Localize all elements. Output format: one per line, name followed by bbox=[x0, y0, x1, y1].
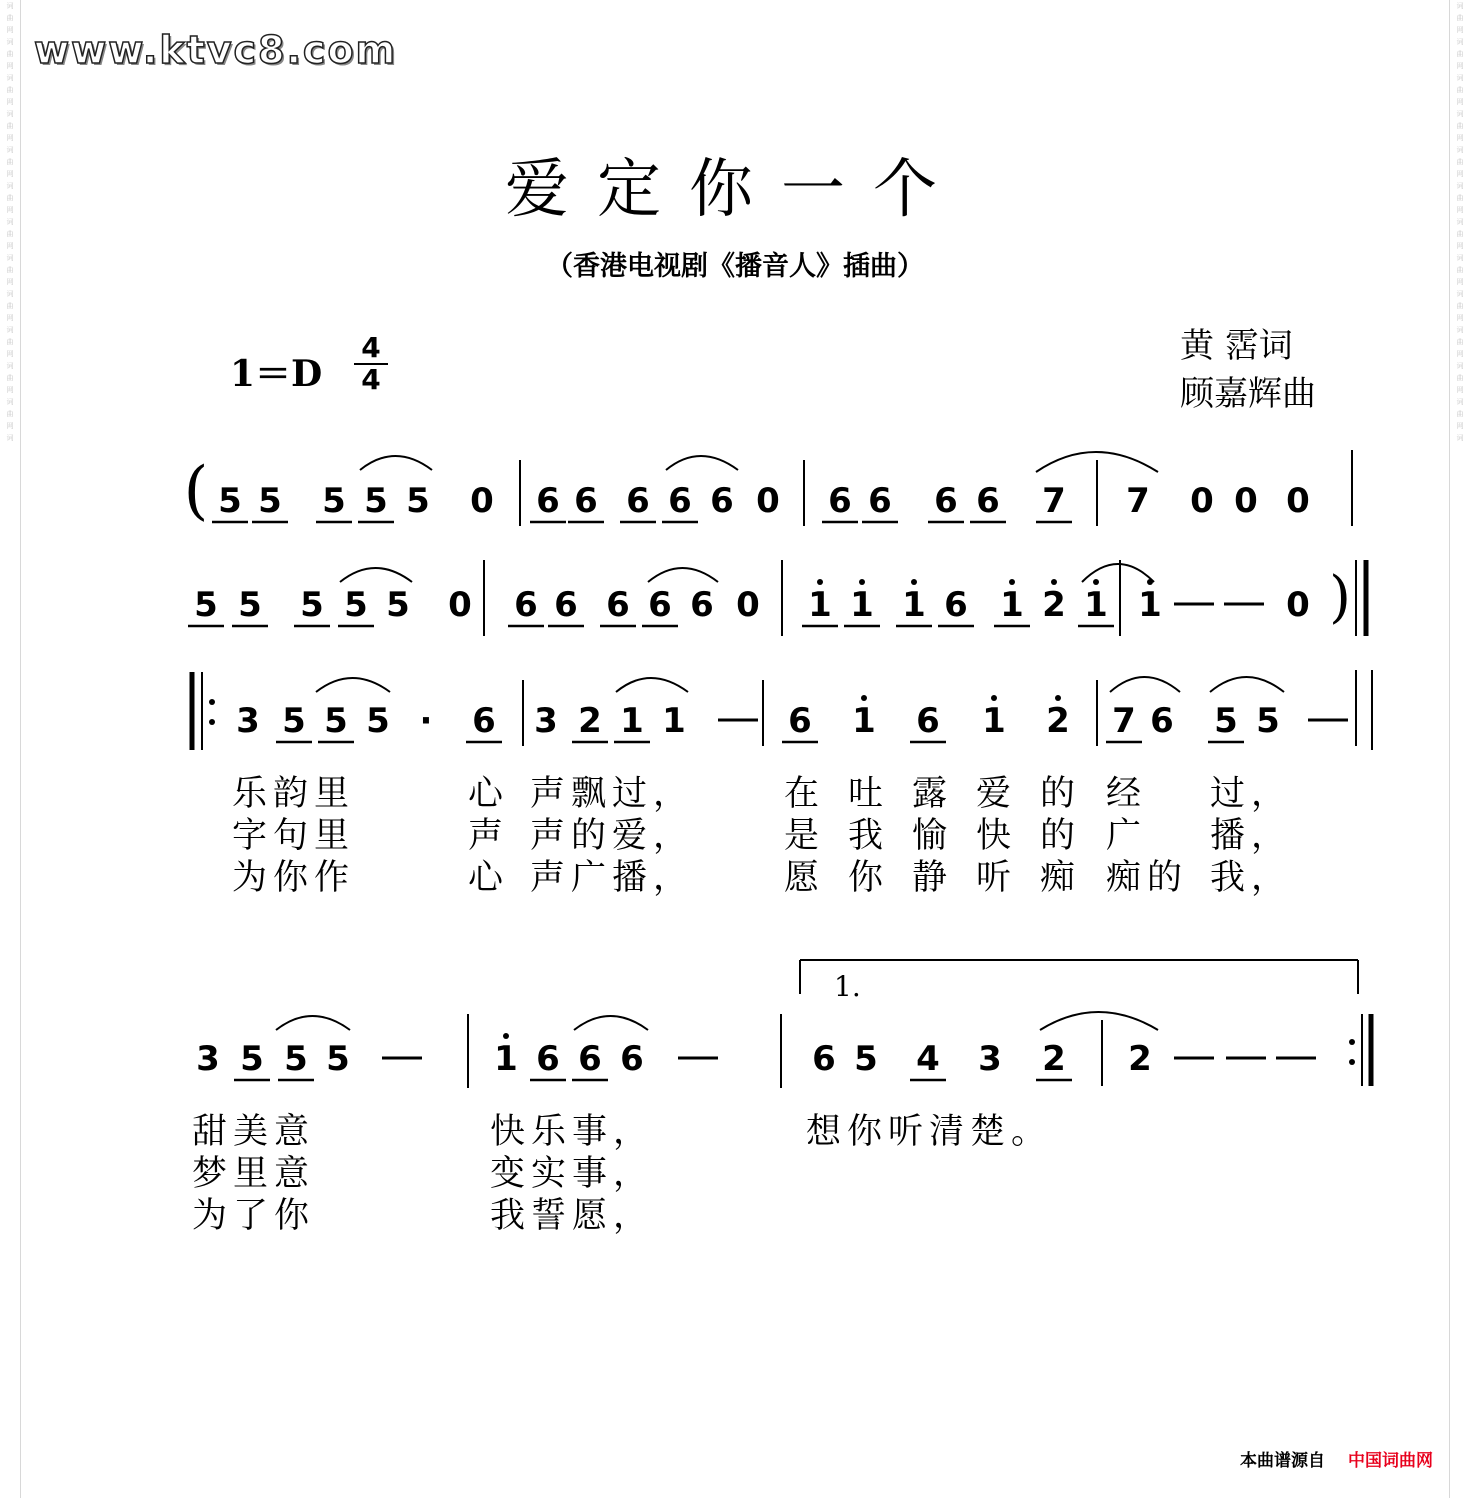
side-mark-char: 曲 bbox=[1456, 374, 1464, 382]
side-mark-char: 曲 bbox=[1456, 302, 1464, 310]
side-mark-char: 词 bbox=[6, 290, 14, 298]
time-signature-bottom: 4 bbox=[361, 363, 381, 396]
lyric-syllable: 梦里意 bbox=[192, 1154, 316, 1194]
volta-label: 1. bbox=[834, 970, 861, 1003]
side-mark-char: 网 bbox=[6, 170, 14, 178]
note: 1 bbox=[494, 1039, 518, 1079]
note: 5 bbox=[258, 481, 282, 521]
side-mark-char: 曲 bbox=[1456, 50, 1464, 58]
note: 6 bbox=[690, 585, 714, 625]
note: 5 bbox=[322, 481, 346, 521]
tie bbox=[1040, 1012, 1158, 1030]
slur bbox=[616, 678, 688, 692]
side-mark-char: 词 bbox=[1456, 182, 1464, 190]
octave-high-dot bbox=[991, 695, 997, 701]
side-mark-char: 网 bbox=[6, 62, 14, 70]
side-mark-char: 曲 bbox=[6, 410, 14, 418]
side-mark-char: 曲 bbox=[6, 194, 14, 202]
lyric-syllable: 痴 bbox=[1040, 858, 1076, 898]
note: 2 bbox=[1042, 585, 1066, 625]
note: 5 bbox=[238, 585, 262, 625]
side-mark-char: 网 bbox=[1456, 98, 1464, 106]
lyric-syllable: 想你听清楚。 bbox=[806, 1112, 1053, 1152]
side-mark-char: 曲 bbox=[1456, 194, 1464, 202]
side-mark-char: 网 bbox=[1456, 422, 1464, 430]
note: 6 bbox=[606, 585, 630, 625]
lyric-syllable: 心 bbox=[468, 774, 504, 814]
octave-high-dot bbox=[817, 579, 823, 585]
side-mark-char: 曲 bbox=[1456, 14, 1464, 22]
lyric-syllable: 是 bbox=[784, 816, 820, 856]
time-signature bbox=[354, 331, 388, 396]
note: 5 bbox=[854, 1039, 878, 1079]
note: 1 bbox=[1084, 585, 1108, 625]
notation-line-1 bbox=[0, 430, 1470, 540]
note: 6 bbox=[1150, 701, 1174, 741]
lyric-syllable: 声的爱， bbox=[530, 816, 695, 856]
octave-high-dot bbox=[1009, 579, 1015, 585]
lyric-syllable: 愿 bbox=[784, 858, 820, 898]
notation-line-3 bbox=[0, 650, 1470, 760]
side-mark-char: 网 bbox=[1456, 242, 1464, 250]
note: 5 bbox=[386, 585, 410, 625]
note: 5 bbox=[344, 585, 368, 625]
note: 5 bbox=[284, 1039, 308, 1079]
lyric-syllable: 我誓愿， bbox=[490, 1196, 655, 1236]
side-mark-char: 曲 bbox=[6, 50, 14, 58]
lyric-syllable: 快乐事， bbox=[490, 1112, 655, 1152]
note: 1 bbox=[850, 585, 874, 625]
side-mark-char: 曲 bbox=[1456, 338, 1464, 346]
side-mark-char: 词 bbox=[6, 398, 14, 406]
note: 5 bbox=[366, 701, 390, 741]
side-mark-char: 曲 bbox=[6, 86, 14, 94]
side-mark-char: 词 bbox=[6, 146, 14, 154]
note: 1 bbox=[982, 701, 1006, 741]
side-mark-char: 曲 bbox=[6, 14, 14, 22]
side-mark-char: 曲 bbox=[1456, 86, 1464, 94]
note: 0 bbox=[756, 481, 780, 521]
lyric-syllable: 声广播， bbox=[530, 858, 695, 898]
lyric-syllable: 听 bbox=[976, 858, 1012, 898]
notation-line-4 bbox=[0, 990, 1470, 1100]
lyric-syllable: 声飘过， bbox=[530, 774, 695, 814]
note: 2 bbox=[578, 701, 602, 741]
side-mark-char: 词 bbox=[1456, 74, 1464, 82]
note: 1 bbox=[620, 701, 644, 741]
note: 6 bbox=[916, 701, 940, 741]
side-mark-char: 曲 bbox=[1456, 122, 1464, 130]
lyric-syllable: 为了你 bbox=[192, 1196, 316, 1236]
side-mark-char: 曲 bbox=[6, 338, 14, 346]
note: 6 bbox=[536, 1039, 560, 1079]
side-mark-char: 网 bbox=[1456, 386, 1464, 394]
lyric-syllable: 我， bbox=[1210, 858, 1293, 898]
side-mark-char: 网 bbox=[6, 386, 14, 394]
note: 6 bbox=[812, 1039, 836, 1079]
slur bbox=[574, 1016, 648, 1030]
octave-high-dot bbox=[1051, 579, 1057, 585]
slur bbox=[666, 456, 738, 470]
note: 6 bbox=[626, 481, 650, 521]
note: 5 bbox=[406, 481, 430, 521]
note: 0 bbox=[448, 585, 472, 625]
lyric-syllable: 变实事， bbox=[490, 1154, 655, 1194]
note: 0 bbox=[1190, 481, 1214, 521]
side-mark-char: 词 bbox=[6, 434, 14, 442]
octave-high-dot bbox=[1093, 579, 1099, 585]
side-mark-char: 曲 bbox=[6, 122, 14, 130]
note: 6 bbox=[578, 1039, 602, 1079]
side-mark-char: 曲 bbox=[6, 266, 14, 274]
note: 6 bbox=[536, 481, 560, 521]
note: 1 bbox=[852, 701, 876, 741]
note: 5 bbox=[324, 701, 348, 741]
song-subtitle: （香港电视剧《播音人》插曲） bbox=[546, 251, 924, 282]
note: 3 bbox=[236, 701, 260, 741]
side-mark-char: 词 bbox=[6, 38, 14, 46]
note: 6 bbox=[828, 481, 852, 521]
side-mark-char: 网 bbox=[6, 98, 14, 106]
note: 6 bbox=[574, 481, 598, 521]
side-mark-char: 网 bbox=[1456, 350, 1464, 358]
side-mark-char: 词 bbox=[1456, 110, 1464, 118]
augmentation-dot: · bbox=[419, 701, 433, 741]
note: 0 bbox=[736, 585, 760, 625]
note: 1 bbox=[1000, 585, 1024, 625]
note: 6 bbox=[934, 481, 958, 521]
note: 3 bbox=[196, 1039, 220, 1079]
octave-high-dot bbox=[911, 579, 917, 585]
note: 4 bbox=[916, 1039, 940, 1079]
note: 5 bbox=[282, 701, 306, 741]
side-mark-char: 曲 bbox=[1456, 158, 1464, 166]
lyric-syllable: 的 bbox=[1040, 774, 1076, 814]
side-mark-char: 网 bbox=[6, 314, 14, 322]
notation-line-2 bbox=[0, 540, 1470, 650]
side-mark-char: 网 bbox=[6, 242, 14, 250]
note: 0 bbox=[1234, 481, 1258, 521]
repeat-dot bbox=[209, 719, 215, 725]
key-signature: 1＝D bbox=[230, 353, 323, 395]
side-mark-char: 曲 bbox=[6, 374, 14, 382]
slur bbox=[1210, 677, 1284, 692]
side-mark-char: 词 bbox=[6, 218, 14, 226]
note: 5 bbox=[326, 1039, 350, 1079]
repeat-dot bbox=[1349, 1039, 1355, 1045]
lyric-syllable: 愉 bbox=[912, 816, 948, 856]
note: 5 bbox=[194, 585, 218, 625]
side-mark-char: 曲 bbox=[1456, 410, 1464, 418]
side-mark-char: 曲 bbox=[6, 158, 14, 166]
side-mark-char: 词 bbox=[1456, 398, 1464, 406]
lyric-syllable: 心 bbox=[468, 858, 504, 898]
note: 6 bbox=[976, 481, 1000, 521]
note: 6 bbox=[514, 585, 538, 625]
side-mark-char: 网 bbox=[1456, 62, 1464, 70]
slur bbox=[1110, 677, 1180, 692]
lyric-syllable: 快 bbox=[976, 816, 1012, 856]
note: 5 bbox=[240, 1039, 264, 1079]
note: 0 bbox=[470, 481, 494, 521]
note: 6 bbox=[648, 585, 672, 625]
side-mark-char: 曲 bbox=[1456, 266, 1464, 274]
side-mark-char: 网 bbox=[1456, 26, 1464, 34]
slur bbox=[360, 456, 432, 470]
note: 5 bbox=[1214, 701, 1238, 741]
open-parenthesis: ( bbox=[183, 454, 209, 528]
lyric-syllable: 的 bbox=[1040, 816, 1076, 856]
side-mark-char: 词 bbox=[6, 182, 14, 190]
note: 5 bbox=[300, 585, 324, 625]
lyric-syllable: 露 bbox=[912, 774, 948, 814]
lyric-syllable: 字句里 bbox=[232, 816, 356, 856]
side-mark-char: 曲 bbox=[6, 230, 14, 238]
lyric-syllable: 广 bbox=[1106, 816, 1142, 856]
side-mark-char: 网 bbox=[1456, 278, 1464, 286]
note: 6 bbox=[944, 585, 968, 625]
lyric-syllable: 吐 bbox=[848, 774, 884, 814]
note: 7 bbox=[1042, 481, 1066, 521]
lyric-syllable: 在 bbox=[784, 774, 820, 814]
note: 6 bbox=[668, 481, 692, 521]
octave-high-dot bbox=[861, 695, 867, 701]
lyric-syllable: 播， bbox=[1210, 816, 1293, 856]
side-mark-char: 词 bbox=[1456, 146, 1464, 154]
note: 6 bbox=[620, 1039, 644, 1079]
octave-high-dot bbox=[1055, 695, 1061, 701]
side-mark-char: 网 bbox=[1456, 170, 1464, 178]
slur bbox=[340, 568, 412, 582]
side-mark-char: 词 bbox=[6, 362, 14, 370]
note: 7 bbox=[1112, 701, 1136, 741]
song-title: 爱定你一个 bbox=[505, 153, 965, 227]
lyric-syllable: 你 bbox=[848, 858, 884, 898]
note: 3 bbox=[534, 701, 558, 741]
lyric-syllable: 经 bbox=[1106, 774, 1142, 814]
side-mark-char: 网 bbox=[6, 206, 14, 214]
side-mark-char: 网 bbox=[1456, 314, 1464, 322]
side-mark-char: 曲 bbox=[1456, 230, 1464, 238]
slur bbox=[316, 678, 390, 692]
side-mark-char: 词 bbox=[6, 74, 14, 82]
side-mark-char: 网 bbox=[6, 278, 14, 286]
lyricist-credit: 黄 霑词 bbox=[1180, 326, 1293, 366]
tie bbox=[1082, 564, 1154, 582]
note: 2 bbox=[1046, 701, 1070, 741]
time-signature-top: 4 bbox=[361, 331, 381, 364]
side-mark-char: 词 bbox=[1456, 290, 1464, 298]
note: 1 bbox=[808, 585, 832, 625]
side-mark-char: 网 bbox=[1456, 206, 1464, 214]
lyric-syllable: 过， bbox=[1210, 774, 1293, 814]
side-mark-char: 词 bbox=[1456, 362, 1464, 370]
slur bbox=[648, 568, 718, 582]
lyric-syllable: 乐韵里 bbox=[232, 774, 356, 814]
note: 0 bbox=[1286, 481, 1310, 521]
side-mark-char: 曲 bbox=[6, 302, 14, 310]
side-mark-char: 词 bbox=[1456, 434, 1464, 442]
lyric-syllable: 声 bbox=[468, 816, 504, 856]
note: 2 bbox=[1042, 1039, 1066, 1079]
side-mark-char: 网 bbox=[6, 422, 14, 430]
note: 0 bbox=[1286, 585, 1310, 625]
note: 1 bbox=[1138, 585, 1162, 625]
side-mark-char: 网 bbox=[6, 350, 14, 358]
footer-source-site[interactable]: 中国词曲网 bbox=[1348, 1451, 1433, 1471]
footer-source-label: 本曲谱源自 bbox=[1240, 1451, 1325, 1471]
lyric-syllable: 为你作 bbox=[232, 858, 356, 898]
slur bbox=[276, 1016, 350, 1030]
note: 6 bbox=[788, 701, 812, 741]
composer-credit: 顾嘉辉曲 bbox=[1180, 374, 1316, 414]
lyric-syllable: 静 bbox=[912, 858, 948, 898]
note: 2 bbox=[1128, 1039, 1152, 1079]
side-mark-char: 词 bbox=[1456, 326, 1464, 334]
lyric-syllable: 痴的 bbox=[1106, 858, 1189, 898]
lyric-syllable: 爱 bbox=[976, 774, 1012, 814]
side-mark-char: 词 bbox=[6, 254, 14, 262]
repeat-dot bbox=[209, 699, 215, 705]
note: 5 bbox=[218, 481, 242, 521]
note: 5 bbox=[364, 481, 388, 521]
side-mark-char: 词 bbox=[1456, 38, 1464, 46]
side-mark-char: 词 bbox=[6, 110, 14, 118]
lyric-syllable: 我 bbox=[848, 816, 884, 856]
note: 1 bbox=[662, 701, 686, 741]
side-mark-char: 词 bbox=[6, 326, 14, 334]
note: 6 bbox=[868, 481, 892, 521]
note: 6 bbox=[554, 585, 578, 625]
side-mark-char: 词 bbox=[1456, 254, 1464, 262]
octave-high-dot bbox=[859, 579, 865, 585]
note: 3 bbox=[978, 1039, 1002, 1079]
lyric-syllable: 甜美意 bbox=[192, 1112, 316, 1152]
close-parenthesis: ) bbox=[1329, 565, 1351, 630]
note: 6 bbox=[472, 701, 496, 741]
note: 5 bbox=[1256, 701, 1280, 741]
note: 7 bbox=[1126, 481, 1150, 521]
side-mark-char: 词 bbox=[6, 2, 14, 10]
side-mark-char: 网 bbox=[6, 26, 14, 34]
side-mark-char: 网 bbox=[6, 134, 14, 142]
watermark-url: www.ktvc8.com bbox=[34, 28, 398, 72]
note: 1 bbox=[902, 585, 926, 625]
side-mark-char: 词 bbox=[1456, 2, 1464, 10]
side-mark-char: 词 bbox=[1456, 218, 1464, 226]
octave-high-dot bbox=[503, 1033, 509, 1039]
note: 6 bbox=[710, 481, 734, 521]
repeat-dot bbox=[1349, 1059, 1355, 1065]
side-mark-char: 网 bbox=[1456, 134, 1464, 142]
